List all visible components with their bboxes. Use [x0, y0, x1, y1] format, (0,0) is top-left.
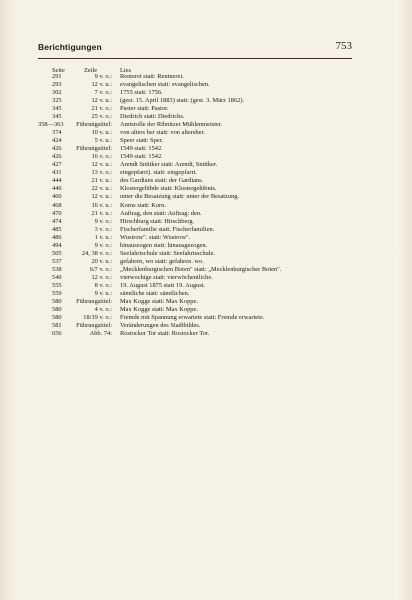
- errata-line-ref: 21 v. o.:: [91, 105, 112, 113]
- errata-line-ref: 9 v. o.:: [94, 73, 112, 80]
- column-header-zeile: Zeile: [84, 67, 98, 74]
- errata-page-ref: 446: [52, 185, 62, 193]
- errata-correction: Renterei statt: Rentnerei.: [120, 73, 184, 80]
- errata-page-ref: 468: [52, 201, 62, 209]
- page-header: [38, 40, 352, 59]
- errata-row: [38, 97, 358, 105]
- errata-page-ref: 426: [52, 145, 62, 153]
- column-header-lies: Lies: [120, 67, 132, 74]
- errata-row: [38, 161, 358, 169]
- errata-correction: des Gardians statt: der Gardians.: [120, 177, 204, 185]
- column-header-seite: Seite: [52, 67, 65, 74]
- errata-correction: Max Kogge statt: Max Koppe.: [120, 305, 198, 313]
- errata-correction: Amtsrolle der Ribnitzer Mühlenmeister.: [120, 121, 223, 129]
- errata-line-ref: 10 v. u.:: [91, 129, 112, 137]
- errata-line-ref: Führungstitel:: [76, 121, 112, 129]
- errata-correction: Wustrow". statt: Wustrow".: [120, 233, 191, 241]
- errata-row: [38, 177, 358, 185]
- errata-row: [38, 169, 358, 177]
- errata-page-ref: 580: [52, 305, 62, 313]
- errata-row: [38, 129, 358, 137]
- errata-row: [38, 274, 358, 282]
- errata-page-ref: 427: [52, 161, 62, 169]
- errata-correction: (gest. 15. April 1883) statt: (gest. 3. März 1862).: [120, 97, 245, 105]
- errata-row: [38, 290, 358, 298]
- errata-row: [38, 242, 358, 250]
- errata-correction: gefahren, wo statt: gefahren. wo.: [120, 257, 204, 265]
- errata-page-ref: 540: [52, 273, 62, 281]
- errata-page-ref: 555: [52, 281, 62, 289]
- errata-line-ref: 16 v. u.:: [91, 201, 112, 209]
- errata-correction: Rostocker Tor statt: Rostocker Tor.: [120, 330, 210, 337]
- errata-page-ref: 291: [52, 73, 62, 80]
- errata-page-ref: 656: [52, 330, 62, 337]
- errata-line-ref: 1 v. u.:: [94, 233, 112, 241]
- errata-page-ref: 486: [52, 233, 62, 241]
- errata-line-ref: 5 v. u.:: [94, 137, 112, 145]
- errata-line-ref: 24, 38 v. o.:: [81, 249, 112, 257]
- errata-correction: 1755 statt: 1756.: [120, 89, 163, 97]
- errata-page-ref: 325: [52, 97, 62, 105]
- errata-correction: evangelischen statt: evangelischen.: [120, 81, 210, 89]
- errata-row: [38, 258, 358, 266]
- errata-line-ref: 20 v. u.:: [91, 257, 112, 265]
- errata-correction: sämtliche statt: sämtlichen.: [120, 289, 190, 297]
- errata-page-ref: 374: [52, 129, 62, 137]
- errata-page-ref: 345: [52, 113, 62, 121]
- errata-row: [38, 89, 358, 97]
- errata-row: [38, 322, 358, 330]
- errata-line-ref: 9 v. o.:: [94, 241, 112, 249]
- errata-line-ref: 8 v. o.:: [94, 281, 112, 289]
- errata-page-ref: 424: [52, 137, 62, 145]
- errata-correction: Veränderungen des Stadtbildes.: [120, 321, 201, 329]
- errata-row: [38, 193, 358, 201]
- errata-line-ref: 9 v. u.:: [94, 289, 112, 297]
- errata-line-ref: 25 v. o.:: [91, 113, 112, 121]
- errata-correction: hinauszogen statt: hinausgezogen.: [120, 241, 208, 249]
- errata-correction: unter die Besatzung statt: unter der Besatzung.: [120, 193, 240, 201]
- errata-correction: 19. August 1875 statt 19. August.: [120, 281, 206, 289]
- errata-correction: 1549 statt: 1542.: [120, 153, 163, 161]
- errata-page-ref: 505: [52, 249, 62, 257]
- errata-row: [38, 137, 358, 145]
- errata-row: [38, 105, 358, 113]
- errata-row: [38, 185, 358, 193]
- errata-line-ref: 12 v. o.:: [91, 273, 112, 281]
- errata-page-ref: 485: [52, 225, 62, 233]
- errata-row: [38, 218, 358, 226]
- errata-correction: „Mecklenburgischen Boten" statt: „Mecklenburgischer Boten".: [120, 265, 282, 273]
- errata-page-ref: 581: [52, 321, 62, 329]
- errata-correction: von alters her statt: von altersher.: [120, 129, 205, 137]
- errata-line-ref: 12 v. u.:: [91, 193, 112, 201]
- errata-page-ref: 537: [52, 257, 62, 265]
- errata-page-ref: 302: [52, 89, 62, 97]
- errata-correction: Fischerfamilie statt: Fischerfamilien.: [120, 225, 215, 233]
- errata-line-ref: Führungstitel:: [76, 321, 112, 329]
- errata-row: [38, 145, 358, 153]
- errata-line-ref: 9 v. o.:: [94, 217, 112, 225]
- errata-page-ref: 293: [52, 81, 62, 89]
- errata-correction: vierwochige statt: vierwöchentliche.: [120, 273, 213, 281]
- page-title: Berichtigungen: [38, 42, 102, 52]
- errata-line-ref: 18/19 v. o.:: [83, 313, 112, 321]
- errata-page-ref: 431: [52, 169, 62, 177]
- errata-line-ref: Führungstitel:: [76, 145, 112, 153]
- errata-correction: Fremde mit Spannung erwartete statt: Fremde erwartete.: [120, 313, 265, 321]
- errata-row: [38, 73, 358, 81]
- errata-correction: Diedrich statt: Diedrichs.: [120, 113, 185, 121]
- errata-row: [38, 153, 358, 161]
- errata-row: [38, 330, 358, 338]
- errata-line-ref: Führungstitel:: [76, 297, 112, 305]
- errata-line-ref: 16 v. o.:: [91, 153, 112, 161]
- errata-row: [38, 250, 358, 258]
- errata-row: [38, 298, 358, 306]
- errata-row: [38, 226, 358, 234]
- errata-row: [38, 81, 358, 89]
- errata-page-ref: 426: [52, 153, 62, 161]
- errata-line-ref: Abb. 74:: [89, 330, 112, 337]
- errata-line-ref: 7 v. o.:: [94, 89, 112, 97]
- errata-page-ref: 358—363: [38, 121, 64, 129]
- errata-line-ref: 21 v. u.:: [91, 209, 112, 217]
- errata-correction: Hirschburg statt: Hirschberg.: [120, 217, 195, 225]
- errata-line-ref: 4 v. o.:: [94, 305, 112, 313]
- errata-row: [38, 234, 358, 242]
- errata-row: [38, 113, 358, 121]
- errata-line-ref: 22 v. u.:: [91, 185, 112, 193]
- errata-page-ref: 494: [52, 241, 62, 249]
- errata-page-ref: 470: [52, 209, 62, 217]
- errata-row: [38, 210, 358, 218]
- errata-line-ref: 3 v. o.:: [94, 225, 112, 233]
- errata-correction: Max Kogge statt: Max Koppe.: [120, 297, 198, 305]
- page-number: 753: [335, 40, 352, 52]
- errata-page-ref: 474: [52, 217, 62, 225]
- errata-page-ref: 444: [52, 177, 62, 185]
- errata-row: [38, 266, 358, 274]
- errata-correction: eingepfarrt). statt: eingepfarrt.: [120, 169, 198, 177]
- errata-page-ref: 460: [52, 193, 62, 201]
- errata-correction: Auftrag, den statt: Auftrag: den.: [120, 209, 202, 217]
- errata-list: [38, 73, 358, 338]
- errata-page-ref: 580: [52, 297, 62, 305]
- errata-line-ref: 21 v. u.:: [91, 177, 112, 185]
- errata-correction: Speer statt: Sper.: [120, 137, 164, 145]
- errata-line-ref: 12 v. u.:: [91, 161, 112, 169]
- errata-correction: Seefahrtschule statt: Seefahrtsschule.: [120, 249, 215, 257]
- errata-page-ref: 345: [52, 105, 62, 113]
- errata-row: [38, 282, 358, 290]
- errata-line-ref: 13 v. o.:: [91, 169, 112, 177]
- errata-page-ref: 538: [52, 265, 62, 273]
- errata-correction: Klostergelübde statt: Klostergelübnis.: [120, 185, 217, 193]
- errata-line-ref: 12 v. u.:: [91, 81, 112, 89]
- errata-correction: Korns statt: Korn.: [120, 201, 166, 209]
- errata-row: [38, 314, 358, 322]
- errata-line-ref: 6/7 v. o.:: [89, 265, 112, 273]
- errata-correction: 1549 statt: 1542.: [120, 145, 163, 153]
- errata-line-ref: 12 v. u.:: [91, 97, 112, 105]
- errata-row: [38, 202, 358, 210]
- errata-page-ref: 580: [52, 313, 62, 321]
- errata-correction: Paster statt: Pastor.: [120, 105, 169, 113]
- errata-page-ref: 559: [52, 289, 62, 297]
- errata-row: [38, 306, 358, 314]
- errata-correction: Arendt Snittker statt: Arendt, Snittker.: [120, 161, 218, 169]
- errata-row: [38, 121, 358, 129]
